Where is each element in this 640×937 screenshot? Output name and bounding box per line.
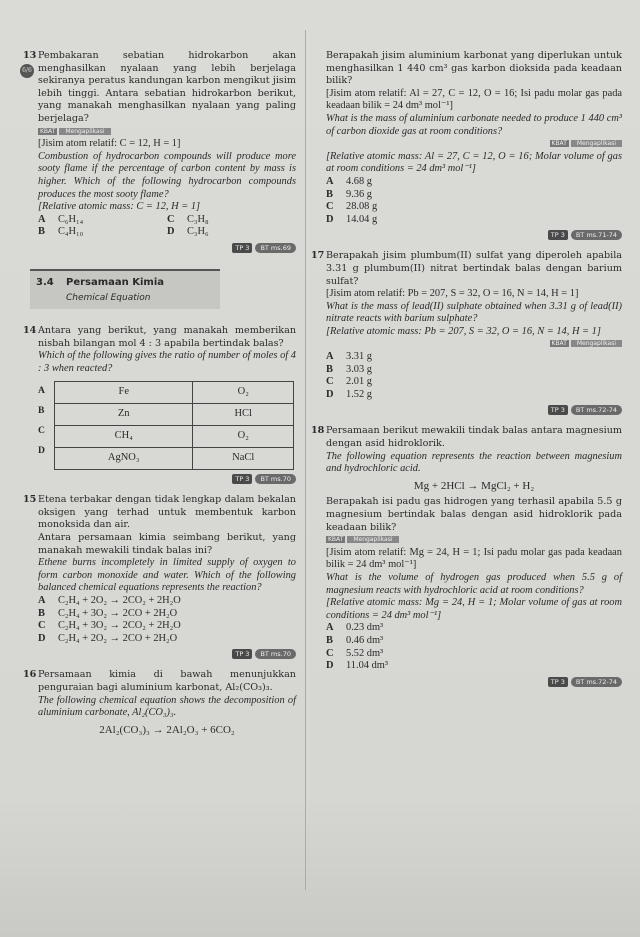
question-text-en: The following chemical equation shows the decomposition of aluminium carbonate, Al₂(CO₃)₃. [38,694,296,719]
section-header [30,269,220,309]
section-title: Persamaan Kimia [66,276,165,288]
question-prompt-ms: Berapakah isi padu gas hidrogen yang terhasil apabila 5.5 g magnesium bertindak balas dengan asid hidroklorik pada keadaan bilik? [326,496,622,533]
option-c[interactable]: C 28.08 g [326,201,378,213]
reference-tag: TP 3 BT ms.70 [232,474,296,484]
option-c[interactable]: C 2.01 g [326,376,372,388]
option-a[interactable]: A 4.68 g [326,175,372,187]
option-b[interactable]: B C₂H₄ + 3O₂ → 2CO + 2H₂O [38,607,178,619]
reference-tag: TP 3 BT ms.71-74 [548,230,622,240]
option-b[interactable]: B C₄H₁₀ [38,226,84,238]
option-a[interactable]: A C₆H₁₄ [38,213,84,225]
atomic-mass-ms: [Jisim atom relatif: Mg = 24, H = 1; Isi padu molar gas pada keadaan bilik = 24 dm³ mol⁻¹] [326,546,622,571]
option-a[interactable]: A 0.23 dm³ [326,622,384,634]
chemical-equation: 2Al₂(CO₃)₃ → 2Al₂O₃ + 6CO₂ [99,723,235,736]
question-text-ms: Berapakah jisim plumbum(II) sulfat yang diperoleh apabila 3.31 g plumbum(II) nitrat bertindak balas dengan barium sulfat? [326,250,622,287]
question-number: 15 [23,494,37,506]
atomic-mass-en: [Relative atomic mass: C = 12, H = 1] [38,201,201,213]
atomic-mass-en: [Relative atomic mass: Mg = 24, H = 1; Molar volume of gas at room conditions = 24 dm³ mol⁻¹] [326,597,622,621]
question-text-en: What is the mass of aluminium carbonate needed to produce 1 440 cm³ of carbon dioxide gas at room conditions? [326,112,622,137]
question-text-en: What is the mass of lead(II) sulphate obtained when 3.31 g of lead(II) nitrate reacts with barium sulphate? [326,300,622,325]
question-text-ms: Antara yang berikut, yang manakah memberikan nisbah bilangan mol 4 : 3 apabila bertindak balas? [38,324,296,349]
option-c[interactable]: C C₂H₄ + 3O₂ → 2CO₂ + 2H₂O [38,620,181,632]
option-b[interactable]: B 0.46 dm³ [326,634,384,646]
question-prompt-ms: Berapakah jisim aluminium karbonat yang diperlukan untuk menghasilkan 1 440 cm³ gas karbon dioksida pada keadaan bilik? [326,50,622,87]
chemical-equation: Mg + 2HCl → MgCl₂ + H₂ [413,479,535,492]
question-text-en: Ethene burns incompletely in limited supply of oxygen to form carbon monoxide and water. Which of the following balanced chemical equations represents the reaction? [38,557,296,594]
question-16-continued [326,50,622,226]
question-text-ms: Persamaan berikut mewakili tindak balas antara magnesium dengan asid hidroklorik. [326,425,622,450]
reference-tag: TP 3 BT ms.70 [232,649,296,659]
option-d[interactable]: D 14.04 g [326,213,378,225]
section-number: 3.4 [36,276,54,288]
option-label: B [38,405,45,417]
option-label: C [38,425,45,437]
question-text-ms: Persamaan kimia di bawah menunjukkan penguraian bagi aluminium karbonat, Al₂(CO₃)₃. [38,669,296,693]
option-a[interactable]: Fe O₂ [55,382,294,404]
question-16 [23,669,296,740]
right-column [311,50,622,697]
option-label: A [38,385,45,397]
question-text-en: What is the volume of hydrogen gas produced when 5.5 g of magnesium reacts with hydrochloric acid at room conditions? [326,571,622,596]
question-number: 16 [23,669,37,681]
option-b[interactable]: B 9.36 g [326,188,372,200]
section-subtitle: Chemical Equation [66,292,151,303]
option-b[interactable]: Zn HCl [55,404,294,426]
question-text-ms: Etena terbakar dengan tidak lengkap dalam bekalan oksigen yang terhad untuk membentuk karbon monoksida dan air. [38,494,296,531]
question-13 [22,50,296,239]
option-d[interactable]: D 1.52 g [326,388,372,400]
question-text-en: The following equation represents the reaction between magnesium and hydrochloric acid. [326,450,622,475]
question-number: 14 [23,324,37,336]
question-number: 17 [311,250,325,262]
question-text-en: Combustion of hydrocarbon compounds will produce more sooty flame if the percentage of carbon content by mass is higher. Which of the following hydrocarbon compounds produces the most sooty flame? [38,150,296,200]
kbat-tag: KBAT Mengaplikasi [326,535,399,544]
kbat-tag: KBAT Mengaplikasi [550,339,623,348]
option-c[interactable]: CH₄ O₂ [55,426,294,448]
option-a[interactable]: A C₂H₄ + 2O₂ → 2CO₂ + 2H₂O [38,595,181,607]
atomic-mass-ms: [Jisim atom relatif: Al = 27, C = 12, O = 16; Isi padu molar gas pada keadaan bilik = 24 dm³ mol⁻¹] [326,87,622,112]
question-text-ms: Pembakaran sebatian hidrokarbon akan menghasilkan nyalaan yang lebih berjelaga sekiranya peratus kandungan karbon mengikut jisim lebih tinggi. Antara sebatian hidrokarbon berikut, yang manakah menghasilkan nyalaan yang paling berjelaga? [38,50,296,124]
options-table [54,381,294,470]
kbat-tag: KBAT Mengaplikasi [550,139,623,148]
reference-tag: TP 3 BT ms.72-74 [548,677,622,687]
question-15 [23,494,296,645]
question-text-en: Which of the following gives the ratio of number of moles of 4 : 3 when reacted? [38,350,296,374]
question-14 [23,324,296,470]
option-d[interactable]: D 11.04 dm³ [326,660,388,672]
question-17 [311,250,622,401]
question-number: 18 [311,425,325,437]
column-divider [305,30,306,890]
option-d[interactable]: AgNO₃ NaCl [55,448,294,470]
option-d[interactable]: D C₃H₆ [167,226,209,238]
atomic-mass-en: [Relative atomic mass: Al = 27, C = 12, O = 16; Molar volume of gas at room conditions = 24 dm³ mol⁻¹] [326,150,622,175]
question-prompt-ms: Antara persamaan kimia seimbang berikut, yang manakah mewakili tindak balas ini? [38,532,296,556]
atomic-mass-ms: [Jisim atom relatif: Pb = 207, S = 32, O = 16, N = 14, H = 1] [326,288,579,300]
atomic-mass-ms: [Jisim atom relatif: C = 12, H = 1] [38,138,181,150]
option-c[interactable]: C 5.52 dm³ [326,647,384,659]
question-18 [311,425,622,672]
option-c[interactable]: C C₃H₈ [167,213,209,225]
kbat-tag: KBAT Mengaplikasi [38,127,111,136]
atomic-mass-en: [Relative atomic mass: Pb = 207, S = 32, O = 16, N = 14, H = 1] [326,325,601,337]
left-column [22,50,296,740]
level-badge: 6/6 [20,64,34,78]
option-a[interactable]: A 3.31 g [326,351,372,363]
option-d[interactable]: D C₂H₄ + 2O₂ → 2CO + 2H₂O [38,632,178,644]
reference-tag: TP 3 BT ms.69 [232,243,296,253]
option-b[interactable]: B 3.03 g [326,363,372,375]
question-number: 13 [23,50,37,61]
reference-tag: TP 3 BT ms.72-74 [548,405,622,415]
option-label: D [38,445,45,457]
